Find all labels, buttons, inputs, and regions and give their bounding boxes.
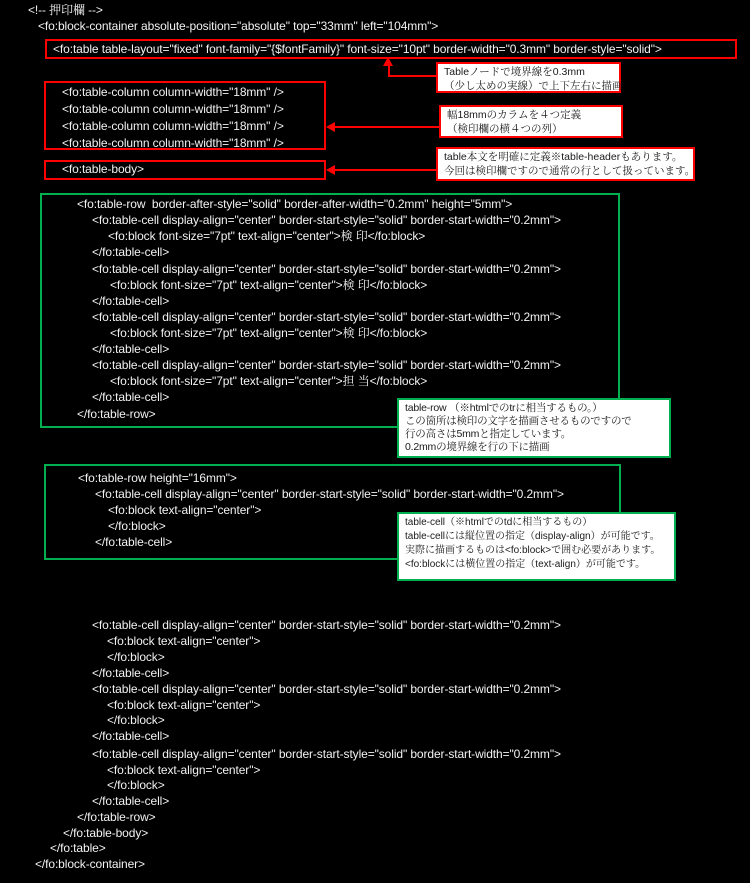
code-line: </fo:table-body> (63, 826, 149, 840)
code-line: <!-- 押印欄 --> (28, 3, 103, 17)
callout-line: 今回は検印欄ですので通常の行として扱っています。 (444, 164, 696, 177)
callout-line: table-cellには縦位置の指定（display-align）が可能です。 (405, 531, 660, 542)
code-line: <fo:table-body> (62, 162, 144, 176)
code-line: <fo:table-column column-width="18mm" /> (62, 85, 284, 99)
code-line: <fo:table-cell display-align="center" border-start-style="solid" border-start-width="0.2mm"> (92, 618, 561, 632)
highlight-box-table-row-1 (40, 193, 620, 428)
code-line: </fo:table-cell> (95, 535, 173, 549)
code-line: <fo:table-row height="16mm"> (78, 471, 237, 485)
callout-table-row (397, 398, 671, 458)
code-line: <fo:table-column column-width="18mm" /> (62, 119, 284, 133)
code-line: <fo:block font-size="7pt" text-align="center">検 印</fo:block> (110, 278, 428, 292)
highlight-box-fo-table (45, 39, 737, 59)
code-line: <fo:table-cell display-align="center" border-start-style="solid" border-start-width="0.2mm"> (92, 310, 561, 324)
code-line: <fo:table-cell display-align="center" border-start-style="solid" border-start-width="0.2mm"> (92, 747, 561, 761)
code-line: </fo:block> (107, 713, 165, 727)
code-line: <fo:block text-align="center"> (107, 763, 261, 777)
highlight-box-table-body (44, 160, 326, 180)
code-line: </fo:table-row> (77, 407, 156, 421)
code-line: </fo:block> (107, 650, 165, 664)
callout-line: 0.2mmの境界線を行の下に描画 (405, 441, 550, 453)
code-line: </fo:table-cell> (92, 245, 170, 259)
callout-line: 行の高さは5mmと指定しています。 (405, 428, 572, 440)
code-line: </fo:table-row> (77, 810, 156, 824)
connector-line-horizontal (333, 126, 439, 128)
code-line: </fo:table-cell> (92, 666, 170, 680)
code-line: </fo:block> (107, 778, 165, 792)
code-line: </fo:table-cell> (92, 794, 170, 808)
highlight-box-table-columns (44, 81, 326, 150)
code-line: <fo:block font-size="7pt" text-align="center">検 印</fo:block> (108, 229, 426, 243)
callout-columns (439, 105, 623, 138)
callout-table-cell (397, 512, 676, 581)
callout-line: <fo:blockには横位置の指定（text-align）が可能です。 (405, 559, 646, 570)
callout-line: table-cell（※htmlでのtdに相当するもの） (405, 517, 593, 528)
code-line: </fo:table-cell> (92, 342, 170, 356)
callout-line: 実際に描画するものは<fo:block>で囲む必要があります。 (405, 545, 661, 556)
code-line: </fo:block> (108, 519, 166, 533)
callout-line: （少し太めの実線）で上下左右に描画 (444, 79, 623, 92)
code-line: </fo:table> (50, 841, 106, 855)
code-line: <fo:table table-layout="fixed" font-family="{$fontFamily}" font-size="10pt" border-width="0.3mm" border-style="solid"> (53, 42, 662, 56)
callout-line: Tableノードで境界線を0.3mm (444, 66, 585, 78)
code-line: <fo:table-cell display-align="center" border-start-style="solid" border-start-width="0.2mm"> (92, 213, 561, 227)
connector-line-horizontal (333, 169, 436, 171)
code-line: <fo:table-column column-width="18mm" /> (62, 136, 284, 150)
connector-line-horizontal (388, 75, 436, 77)
callout-table-node (436, 62, 621, 93)
code-line: </fo:table-cell> (92, 294, 170, 308)
callout-table-body (436, 147, 695, 181)
code-line: <fo:table-cell display-align="center" border-start-style="solid" border-start-width="0.2mm"> (95, 487, 564, 501)
code-line: </fo:table-cell> (92, 729, 170, 743)
callout-line: この箇所は検印の文字を描画させるものですので (405, 415, 632, 427)
code-line: <fo:block text-align="center"> (107, 698, 261, 712)
callout-line: table本文を明確に定義※table-headerもあります。 (444, 151, 683, 163)
code-line: </fo:block-container> (35, 857, 145, 871)
code-line: <fo:block-container absolute-position="absolute" top="33mm" left="104mm"> (38, 19, 439, 33)
code-line: <fo:block text-align="center"> (108, 503, 262, 517)
code-line: <fo:table-column column-width="18mm" /> (62, 102, 284, 116)
callout-line: （検印欄の横４つの列） (447, 122, 563, 135)
code-line: <fo:block text-align="center"> (107, 634, 261, 648)
code-line: <fo:table-row border-after-style="solid" border-after-width="0.2mm" height="5mm"> (77, 197, 513, 211)
code-line: <fo:table-cell display-align="center" border-start-style="solid" border-start-width="0.2mm"> (92, 358, 561, 372)
callout-line: 幅18mmのカラムを４つ定義 (447, 109, 582, 121)
code-line: </fo:table-cell> (92, 390, 170, 404)
code-line: <fo:table-cell display-align="center" border-start-style="solid" border-start-width="0.2mm"> (92, 262, 561, 276)
callout-line: table-row （※htmlでのtrに相当するもの。） (405, 402, 603, 414)
code-line: <fo:block font-size="7pt" text-align="center">検 印</fo:block> (110, 326, 428, 340)
code-line: <fo:table-cell display-align="center" border-start-style="solid" border-start-width="0.2mm"> (92, 682, 561, 696)
code-line: <fo:block font-size="7pt" text-align="center">担 当</fo:block> (110, 374, 428, 388)
